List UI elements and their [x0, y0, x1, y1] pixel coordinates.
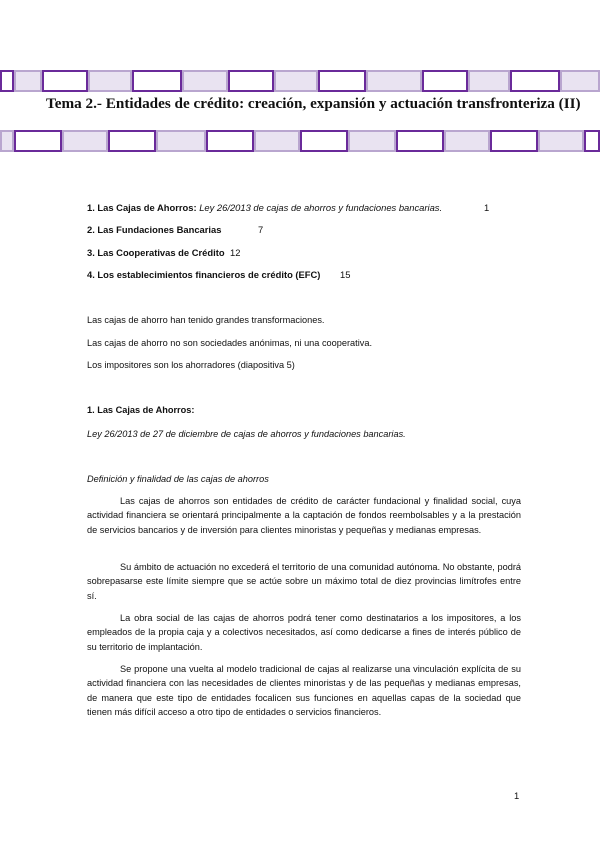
note-line: Las cajas de ahorro no son sociedades anónimas, ni una cooperativa.: [87, 338, 372, 348]
decor-box: [14, 130, 62, 152]
decor-box: [0, 70, 14, 92]
decor-box: [156, 130, 206, 152]
decor-box: [538, 130, 584, 152]
decor-box: [348, 130, 396, 152]
decor-box: [444, 130, 490, 152]
note-line: Las cajas de ahorro han tenido grandes transformaciones.: [87, 315, 325, 325]
decor-box: [490, 130, 538, 152]
toc-item: [87, 202, 517, 213]
decor-box: [560, 70, 600, 92]
law-reference: Ley 26/2013 de 27 de diciembre de cajas de ahorros y fundaciones bancarias.: [87, 429, 406, 439]
body-paragraph: Su ámbito de actuación no excederá el territorio de una comunidad autónoma. No obstante, podrá sobrepasarse este límite siempre que se actúe sobre un máximo total de diez provincias limítrofes entre sí.: [87, 562, 521, 601]
decor-box: [88, 70, 132, 92]
decor-box: [584, 130, 600, 152]
toc-item: [87, 224, 517, 235]
toc-item: [87, 247, 517, 258]
page-number: 1: [514, 790, 520, 801]
decor-box: [182, 70, 228, 92]
body-paragraph: Las cajas de ahorros son entidades de crédito de carácter fundacional y finalidad social, cuya actividad financiera se orientará principalmente a la captación de fondos reembolsables y a la prestación de servicios bancarios y de inversión para clientes minoristas y pequeñas y medianas empresas.: [87, 496, 521, 535]
decor-box: [366, 70, 422, 92]
decor-box: [132, 70, 182, 92]
decor-box: [14, 70, 42, 92]
header-band-top: [0, 70, 600, 94]
decor-box: [318, 70, 366, 92]
toc-page: 12: [230, 247, 241, 258]
toc-item: [87, 269, 517, 280]
body-paragraph: La obra social de las cajas de ahorros podrá tener como destinatarios a los impositores, a los empleados de la propia caja y a colectivos necesitados, así como dedicarse a fines de interés público de su territorio de implantación.: [87, 613, 521, 652]
decor-box: [228, 70, 274, 92]
toc-label: 4. Los establecimientos financieros de crédito (EFC): [87, 269, 321, 280]
decor-box: [300, 130, 348, 152]
toc-page: 15: [340, 269, 351, 280]
decor-box: [42, 70, 88, 92]
decor-box: [422, 70, 468, 92]
decor-box: [396, 130, 444, 152]
header-band-bottom: [0, 130, 600, 154]
toc-page: 1: [484, 202, 490, 213]
toc-label: 3. Las Cooperativas de Crédito: [87, 247, 225, 258]
decor-box: [0, 130, 14, 152]
decor-box: [274, 70, 318, 92]
toc-page: 7: [258, 224, 264, 235]
document-title: Tema 2.- Entidades de crédito: creación, expansión y actuación transfronteriza (II): [46, 95, 581, 112]
section-heading: 1. Las Cajas de Ahorros:: [87, 405, 195, 415]
toc-label: 2. Las Fundaciones Bancarias: [87, 224, 222, 235]
decor-box: [108, 130, 156, 152]
decor-box: [510, 70, 560, 92]
body-paragraph: Se propone una vuelta al modelo tradicional de cajas al realizarse una vinculación explícita de su actividad financiera con las necesidades de clientes minoristas y de las pequeñas y medianas empresas, de manera que este tipo de entidades focalicen sus funciones en aquellas capas de la sociedad que tienen más difícil acceso a otro tipo de entidades o servicios financieros.: [87, 664, 521, 718]
decor-box: [206, 130, 254, 152]
decor-box: [468, 70, 510, 92]
decor-box: [254, 130, 300, 152]
subheading: Definición y finalidad de las cajas de ahorros: [87, 474, 269, 484]
toc-detail: Ley 26/2013 de cajas de ahorros y fundaciones bancarias.: [199, 202, 443, 213]
decor-box: [62, 130, 108, 152]
note-line: Los impositores son los ahorradores (diapositiva 5): [87, 360, 295, 370]
toc-label: 1. Las Cajas de Ahorros:: [87, 202, 197, 213]
